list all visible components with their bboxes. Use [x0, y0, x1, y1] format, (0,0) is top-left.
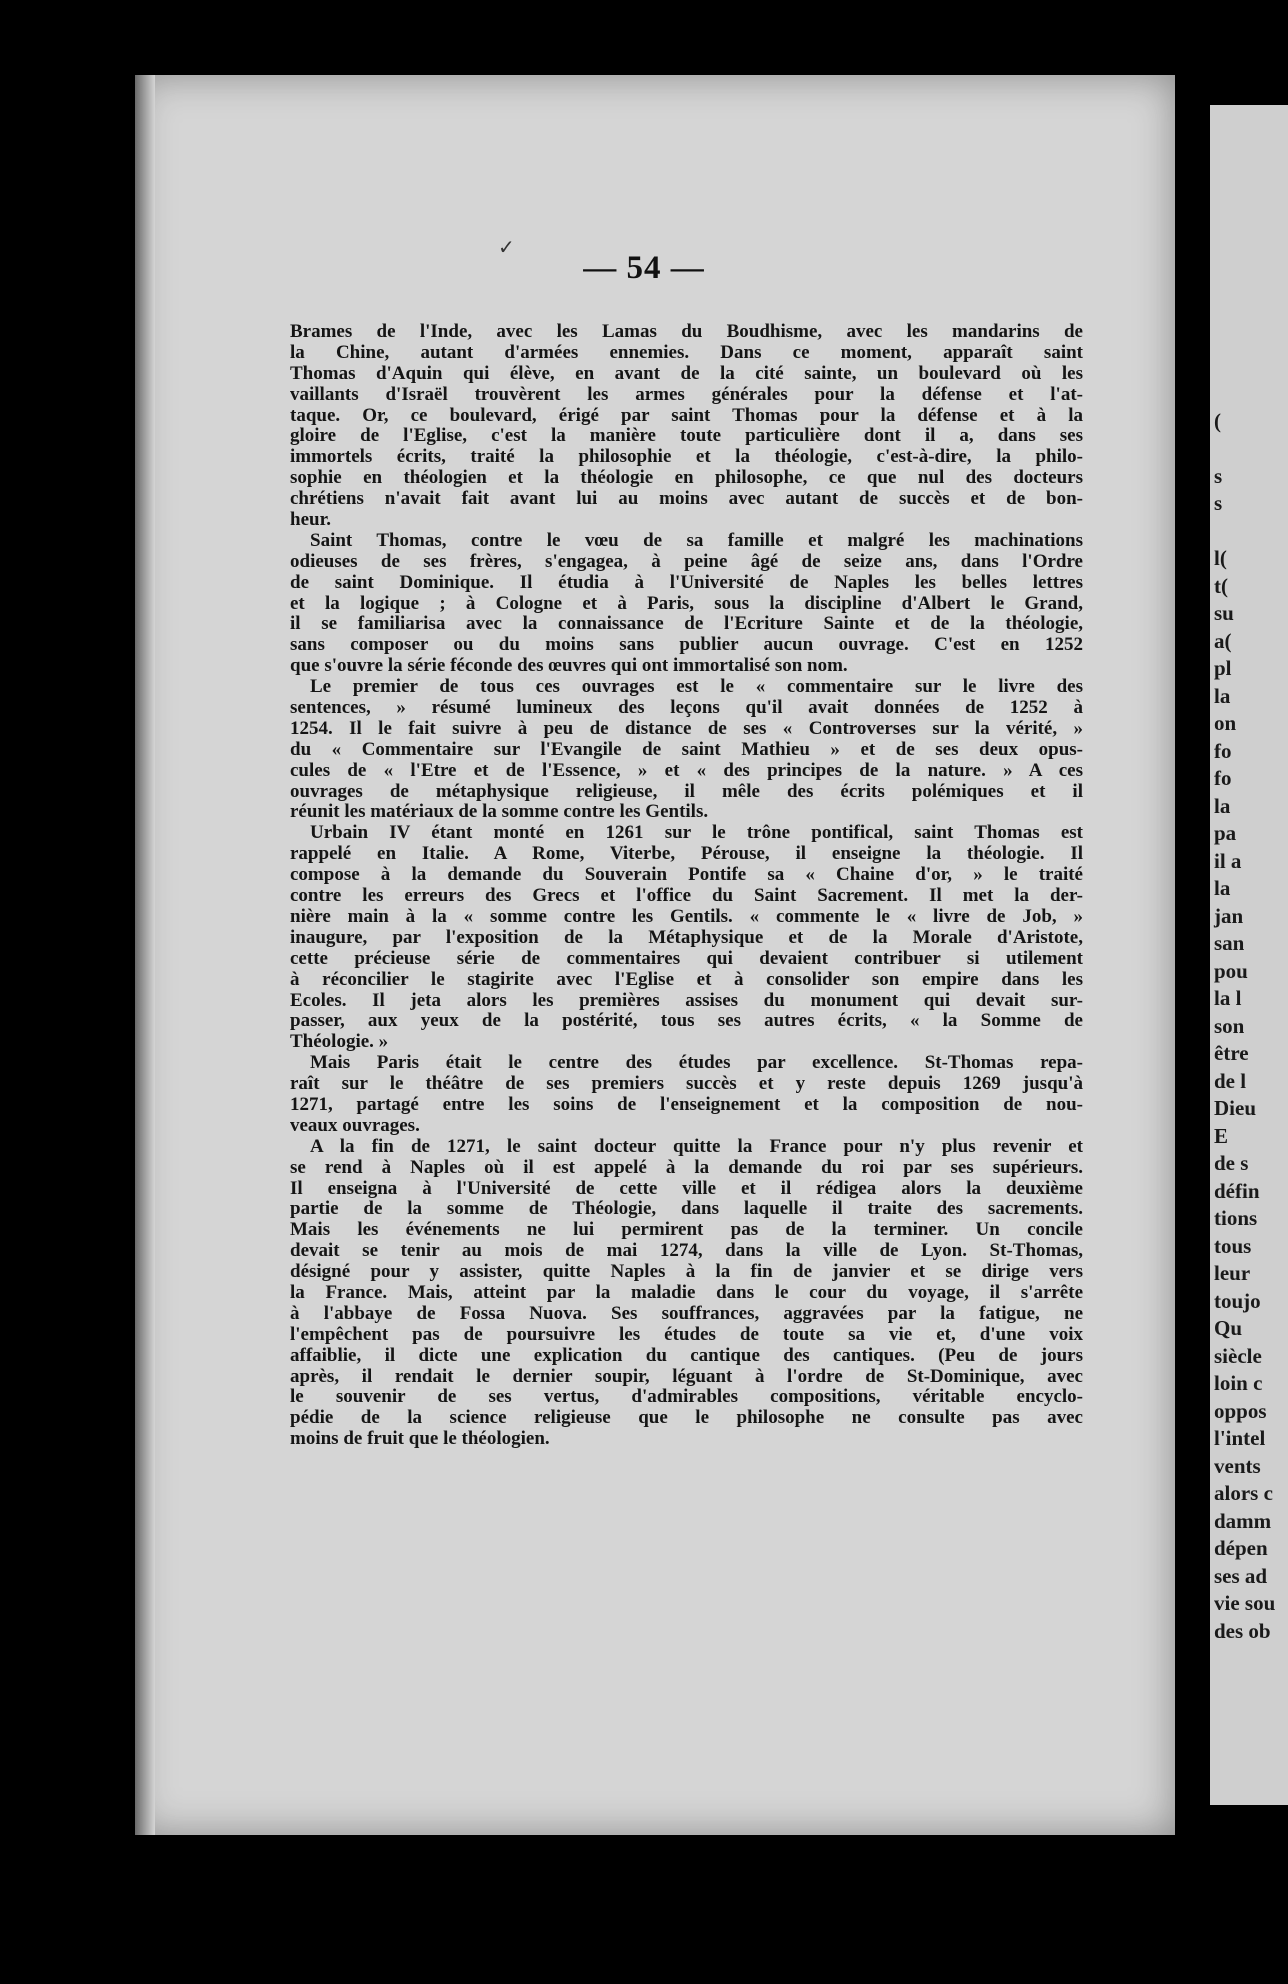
facing-page — [1210, 105, 1288, 1805]
facing-page-fragment — [1210, 435, 1288, 463]
page-number: — 54 — — [583, 250, 705, 286]
facing-page-fragment — [1210, 188, 1288, 216]
text-line: compose à la demande du Souverain Pontife sa « Chaine d'or, » le traité — [290, 864, 1083, 886]
text-line: odieuses de ses frères, s'engagea, à peine âgé de seize ans, dans l'Ordre — [290, 550, 1083, 572]
facing-page-fragment — [1210, 325, 1288, 353]
paragraph — [290, 1137, 1083, 1450]
text-line: raît sur le théâtre de ses premiers succès et y reste depuis 1269 jusqu'à — [290, 1073, 1083, 1095]
paragraph — [290, 677, 1083, 823]
text-line: Thomas d'Aquin qui élève, en avant de la cité sainte, un boulevard où les — [290, 362, 1083, 384]
paragraph — [290, 823, 1083, 1053]
facing-page-fragment: tions — [1214, 1206, 1258, 1230]
facing-page-fragment: Qu — [1214, 1316, 1243, 1340]
facing-page-fragment — [1210, 105, 1288, 133]
text-line: contre les erreurs des Grecs et l'office du Saint Sacrement. Il met la der- — [290, 885, 1083, 907]
facing-page-fragment: t( — [1214, 573, 1228, 598]
facing-page-fragment: défin — [1214, 1178, 1260, 1203]
text-line: partie de la somme de Théologie, dans laquelle il traite des sacrements. — [290, 1198, 1083, 1220]
text-line: l'empêchent pas de poursuivre les études de toute sa vie et, d'une voix — [290, 1323, 1083, 1345]
facing-page-fragment: damm — [1214, 1508, 1272, 1533]
facing-page-fragment — [1210, 353, 1288, 381]
text-line: moins de fruit que le théologien. — [290, 1428, 550, 1450]
facing-page-fragment: des ob — [1214, 1618, 1271, 1643]
facing-page-fragment: su — [1214, 601, 1234, 625]
text-line: Mais Paris était le centre des études par excellence. St-Thomas repa- — [310, 1052, 1083, 1074]
facing-page-fragment: s — [1214, 491, 1223, 515]
facing-page-fragment: pa — [1214, 821, 1237, 845]
facing-page-fragment: leur — [1214, 1261, 1251, 1285]
text-line: la France. Mais, atteint par la maladie dans le cour du voyage, il s'arrête — [290, 1281, 1083, 1303]
facing-page-fragment: a( — [1214, 628, 1232, 653]
facing-page-fragment: être — [1214, 1041, 1249, 1065]
facing-page-fragment: loin c — [1214, 1371, 1263, 1395]
text-line: Urbain IV étant monté en 1261 sur le trône pontifical, saint Thomas est — [310, 822, 1083, 844]
text-line: passer, aux yeux de la postérité, tous ses autres écrits, « la Somme de — [290, 1010, 1083, 1032]
text-line: Mais les événements ne lui permirent pas de la terminer. Un concile — [290, 1219, 1083, 1241]
facing-page-fragment: pou — [1214, 958, 1248, 983]
facing-page-fragment: l'intel — [1214, 1426, 1266, 1450]
text-line: gloire de l'Eglise, c'est la manière toute particulière dont il a, dans ses — [290, 425, 1083, 447]
facing-page-fragment: Dieu — [1214, 1096, 1256, 1120]
facing-page-fragment: on — [1214, 711, 1237, 735]
facing-page-fragment: alors c — [1214, 1481, 1273, 1505]
facing-page-fragment: vents — [1214, 1453, 1261, 1478]
facing-page-fragment — [1210, 160, 1288, 188]
text-line: du « Commentaire sur l'Evangile de saint Mathieu » et de ses deux opus- — [290, 738, 1083, 760]
facing-page-fragment: son — [1214, 1013, 1245, 1038]
facing-page-fragment: siècle — [1214, 1343, 1262, 1368]
text-line: Saint Thomas, contre le vœu de sa famille et malgré les machinations — [310, 529, 1083, 551]
text-line: Théologie. » — [290, 1031, 389, 1053]
text-line: Il enseigna à l'Université de cette ville et il rédigea alors la deuxième — [290, 1177, 1083, 1199]
text-line: affaiblie, il dicte une explication du cantique des cantiques. (Peu de jours — [290, 1344, 1083, 1366]
text-line: à réconcilier le stagirite avec l'Eglise et à consolider son empire dans les — [290, 968, 1083, 990]
text-line: 1271, partagé entre les soins de l'enseignement et la composition de nou- — [290, 1093, 1083, 1115]
text-line: chrétiens n'avait fait avant lui au moins avec autant de succès et de bon- — [290, 488, 1083, 510]
text-line: rappelé en Italie. A Rome, Viterbe, Pérouse, il enseigne la théologie. Il — [290, 843, 1083, 865]
paragraph — [290, 322, 1083, 531]
text-line: nière main à la « somme contre les Gentils. « commente le « livre de Job, » — [290, 905, 1083, 927]
facing-page-fragment: la — [1214, 793, 1231, 818]
facing-page-fragment: ses ad — [1214, 1563, 1268, 1588]
text-line: devait se tenir au mois de mai 1274, dans la ville de Lyon. St-Thomas, — [290, 1240, 1083, 1262]
facing-page-fragment: dépen — [1214, 1536, 1268, 1560]
text-line: sophie en théologien et la théologie en philosophe, ce que nul des docteurs — [290, 467, 1083, 489]
facing-page-fragment — [1210, 215, 1288, 243]
text-line: réunit les matériaux de la somme contre les Gentils. — [290, 801, 709, 823]
ink-mark: ✓ — [498, 237, 515, 259]
facing-page-fragment: fo — [1214, 766, 1232, 790]
text-line: inaugure, par l'exposition de la Métaphysique et de la Morale d'Aristote, — [290, 926, 1083, 948]
facing-page-fragment — [1210, 518, 1288, 546]
text-line: cules de « l'Etre et de l'Essence, » et « des principes de la nature. » A ces — [290, 759, 1083, 781]
page-gutter-shadow — [135, 75, 155, 1835]
text-line: se rend à Naples où il est appelé à la demande du roi par ses supérieurs. — [290, 1156, 1083, 1178]
facing-page-fragment: l( — [1214, 546, 1227, 570]
text-line: après, il rendait le dernier soupir, léguant à l'ordre de St-Dominique, avec — [290, 1365, 1083, 1387]
facing-page-fragment: toujo — [1214, 1288, 1261, 1313]
text-line: de saint Dominique. Il étudia à l'Université de Naples les belles lettres — [290, 571, 1083, 593]
facing-page-fragment: il a — [1214, 848, 1242, 873]
text-line: désigné pour y assister, quitte Naples à la fin de janvier et se dirige vers — [290, 1261, 1083, 1283]
facing-page-fragment: fo — [1214, 738, 1232, 763]
text-line: vaillants d'Israël trouvèrent les armes générales pour la défense et l'at- — [290, 383, 1083, 405]
text-line: A la fin de 1271, le saint docteur quitte la France pour n'y plus revenir et — [310, 1135, 1083, 1157]
facing-page-fragment: la — [1214, 683, 1231, 708]
text-line: il se familiarisa avec la connaissance de l'Ecriture Sainte et de la théologie, — [290, 613, 1083, 635]
text-line: immortels écrits, traité la philosophie et la théologie, c'est-à-dire, la philo- — [290, 446, 1083, 468]
text-line: Brames de l'Inde, avec les Lamas du Boudhisme, avec les mandarins de — [290, 321, 1083, 342]
facing-page-fragment: pl — [1214, 656, 1232, 680]
text-line: le souvenir de ses vertus, d'admirables compositions, véritable encyclo- — [290, 1386, 1083, 1408]
facing-page-fragment — [1210, 298, 1288, 326]
text-line: 1254. Il le fait suivre à peu de distance de ses « Controverses sur la vérité, » — [290, 717, 1083, 739]
facing-page-fragment: de l — [1214, 1068, 1247, 1093]
facing-page-fragment — [1210, 133, 1288, 161]
facing-page-fragment: E — [1214, 1123, 1229, 1148]
text-line: la Chine, autant d'armées ennemies. Dans ce moment, apparaît saint — [290, 341, 1083, 363]
text-line: heur. — [290, 509, 332, 531]
paragraph — [290, 531, 1083, 677]
body-text — [290, 322, 1083, 1450]
facing-page-fragment: la — [1214, 876, 1231, 900]
text-line: Ecoles. Il jeta alors les premières assises du monument qui devait sur- — [290, 989, 1083, 1011]
facing-page-fragment: s — [1214, 463, 1223, 488]
text-line: que s'ouvre la série féconde des œuvres qui ont immortalisé son nom. — [290, 655, 848, 677]
facing-page-fragment: oppos — [1214, 1398, 1267, 1423]
facing-page-fragment: ( — [1214, 408, 1221, 433]
text-line: taque. Or, ce boulevard, érigé par saint Thomas pour la défense et à la — [290, 404, 1083, 426]
text-line: à l'abbaye de Fossa Nuova. Ses souffrances, aggravées par la fatigue, ne — [290, 1302, 1083, 1324]
facing-page-fragment: tous — [1214, 1233, 1252, 1258]
facing-page-fragment: vie sou — [1214, 1591, 1276, 1615]
facing-page-fragment: jan — [1214, 903, 1244, 928]
text-line: sentences, » résumé lumineux des leçons qu'il avait données de 1252 à — [290, 697, 1083, 719]
text-line: ouvrages de métaphysique religieuse, il mêle des écrits polémiques et il — [290, 780, 1083, 802]
facing-page-fragment — [1210, 380, 1288, 408]
facing-page-fragment: de s — [1214, 1151, 1249, 1175]
facing-page-fragment: san — [1214, 931, 1245, 955]
text-line: veaux ouvrages. — [290, 1114, 420, 1136]
text-line: sans composer ou du moins sans publier aucun ouvrage. C'est en 1252 — [290, 634, 1083, 656]
text-line: et la logique ; à Cologne et à Paris, sous la discipline d'Albert le Grand, — [290, 592, 1083, 614]
text-line: cette précieuse série de commentaires qui devaient contribuer si utilement — [290, 947, 1083, 969]
text-line: pédie de la science religieuse que le philosophe ne consulte pas avec — [290, 1407, 1083, 1429]
paragraph — [290, 1053, 1083, 1137]
text-line: Le premier de tous ces ouvrages est le « commentaire sur le livre des — [310, 676, 1083, 698]
facing-page-fragment: la l — [1214, 986, 1242, 1010]
